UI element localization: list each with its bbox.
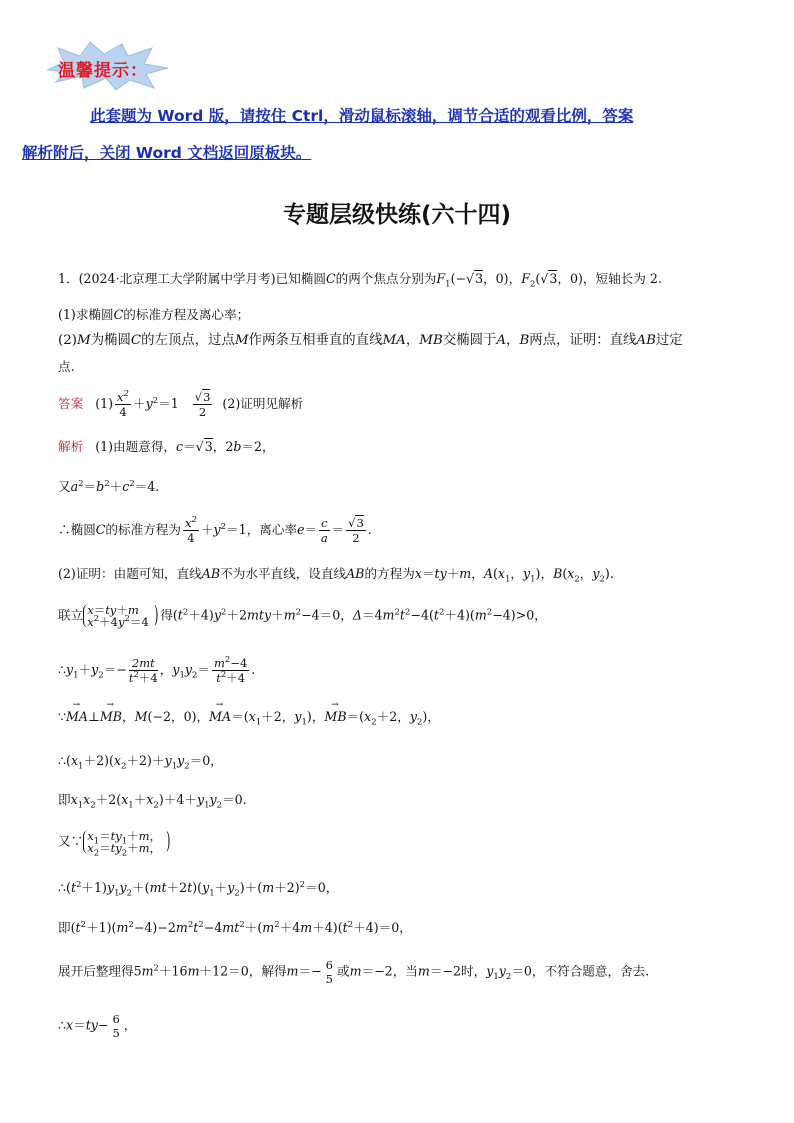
solution-line-9: 即$x_1x_2+2(x_1+x_2)+4+y_1y_2=0$. bbox=[58, 792, 247, 811]
problem-part-2: (2)M为椭圆C的左顶点，过点M作两条互相垂直的直线MA，MB交椭圆于A，B两点，证明：直线AB过定 bbox=[58, 333, 683, 348]
solution-line-2: 又$a^2=b^2+c^2=4$. bbox=[58, 478, 160, 494]
solution-line-6: $\therefore y_1+y_2=-$ $\frac{2mt}{t^2+4}$ ，$y_1y_2=$ $\frac{m^2-4}{t^2+4}$ . bbox=[58, 655, 256, 685]
solution-line-13: 展开后整理得$5m^2+16m+12=0$，解得m＝− 6 5 或m＝−2，当m＝−2时，$y_1y_2=0$，不符合题意，舍去. bbox=[58, 958, 650, 986]
problem-part-2-cont: 点. bbox=[58, 359, 75, 374]
solution-line-10: 又∵ $x_1=ty_1+m$， $x_2=ty_2+m$， ) bbox=[58, 829, 171, 859]
tip-line-1: 此套题为 Word 版，请按住 Ctrl，滑动鼠标滚轴，调节合适的观看比例，答案 bbox=[90, 107, 634, 125]
solution-line-4: (2)证明：由题可知，直线AB不为水平直线，设直线AB的方程为x＝ty＋m，$A(x_1$，$y_1$)，$B(x_2$，$y_2$). bbox=[58, 566, 614, 585]
problem-stem: 1．(2024·北京理工大学附属中学月考)已知椭圆C的两个焦点分别为$F_1(-√3$，0)，$F_2(√3$，0)，短轴长为 2. bbox=[58, 271, 662, 290]
solution-line-11: $\therefore(t^2+1)y_1y_2+(mt+2t)(y_1+y_2)+(m+2)^2=0$， bbox=[58, 879, 339, 899]
solution-label: 解析 bbox=[58, 439, 84, 454]
answer-label: 答案 bbox=[58, 396, 84, 411]
solution-line-5: 联立 x＝ty＋m $x^2+4y^2=4$ ) 得$(t^2+4)y^2+2mty+m^2-4=0$，$\Delta=4m^2t^2-4(t^2+4)(m^2-4)>0$， bbox=[58, 603, 547, 629]
tip-text bbox=[22, 98, 746, 172]
solution-line-14: ∴x＝ty− 6 5 ， bbox=[58, 1012, 137, 1040]
page-title: 专题层级快练(六十四) bbox=[282, 202, 512, 228]
tip-line-2: 解析附后，关闭 Word 文档返回原板块。 bbox=[22, 144, 312, 162]
tip-label: 温馨提示： bbox=[58, 61, 148, 81]
answer-line: 答案 (1) $\frac{x^2}{4}$ $+y^2=1$ $\frac{√3}{2}$ (2)证明见解析 bbox=[58, 389, 304, 419]
solution-line-3: ∴椭圆C的标准方程为 $\frac{x^2}{4}$ $+y^2=1$，离心率e＝ $\frac{c}{a}$ ＝ $\frac{√3}{2}$ . bbox=[58, 515, 372, 545]
solution-line-12: 即$(t^2+1)(m^2-4)-2m^2t^2-4mt^2+(m^2+4m+4)(t^2+4)=0$， bbox=[58, 919, 412, 935]
solution-line-8: $\therefore(x_1+2)(x_2+2)+y_1y_2=0$， bbox=[58, 753, 223, 772]
solution-line-1: 解析 (1)由题意得，c＝√3，2b＝2， bbox=[58, 439, 275, 454]
tip-banner bbox=[44, 40, 174, 90]
solution-line-7: ∵→ MA⊥→ MB，M(−2，0)，→ $MA=(x_1+2$，$y_1$)，→ $MB=(x_2+2$，$y_2$)， bbox=[58, 708, 440, 726]
problem-part-1: (1)求椭圆C的标准方程及离心率； bbox=[58, 307, 250, 322]
